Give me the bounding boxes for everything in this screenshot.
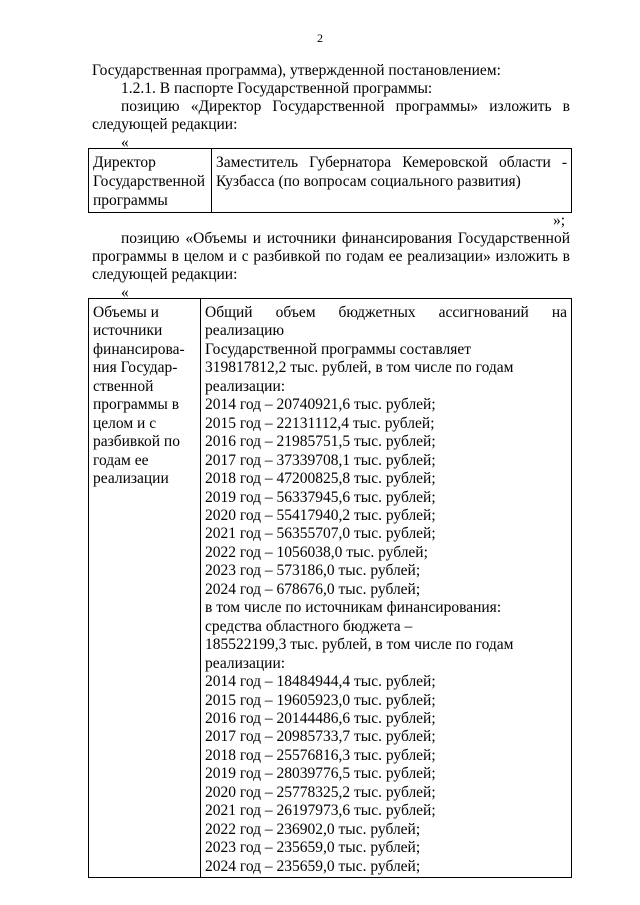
director-value-line: Кузбасса (по вопросам социального развития): [216, 173, 521, 190]
total-year-line: 2018 год – 47200825,8 тыс. рублей;: [205, 470, 436, 488]
regional-year-line: 2018 год – 25576816,3 тыс. рублей;: [205, 746, 436, 764]
director-value-line: Заместитель Губернатора Кемеровской области -: [216, 154, 567, 171]
middle-line-3: следующей редакции:: [92, 266, 238, 283]
funding-intro-line: реализации:: [205, 377, 286, 395]
total-year-line: 2023 год – 573186,0 тыс. рублей;: [205, 562, 421, 580]
regional-year-line: 2016 год – 20144486,6 тыс. рублей;: [205, 709, 436, 727]
funding-label-line: годам ее: [93, 451, 149, 469]
funding-label-line: программы в: [93, 396, 180, 414]
total-year-line: 2022 год – 1056038,0 тыс. рублей;: [205, 543, 428, 561]
regional-year-line: 2015 год – 19605923,0 тыс. рублей;: [205, 691, 436, 709]
funding-value-cell: [201, 299, 572, 878]
regional-year-line: 2021 год – 26197973,6 тыс. рублей;: [205, 802, 436, 820]
director-label-cell: [89, 149, 212, 213]
sources-line: 185522199,3 тыс. рублей, в том числе по годам: [205, 636, 514, 654]
middle-line-2: программы в целом и с разбивкой по годам ее реализации» изложить в: [92, 248, 570, 265]
total-year-line: 2021 год – 56355707,0 тыс. рублей;: [205, 525, 436, 543]
funding-label-line: источники: [93, 322, 163, 340]
funding-label-line: целом и с: [93, 414, 157, 432]
total-year-line: 2017 год – 37339708,1 тыс. рублей;: [205, 451, 436, 469]
open-quote-1: «: [121, 134, 129, 151]
funding-intro-line: Общий объем бюджетных ассигнований на реализацию: [205, 304, 567, 340]
intro-line-2: 1.2.1. В паспорте Государственной программы:: [121, 80, 433, 97]
sources-line: средства областного бюджета –: [205, 617, 413, 635]
intro-line-3: позицию «Директор Государственной программы» изложить в: [121, 98, 570, 115]
middle-line-1: позицию «Объемы и источники финансирования Государственной: [121, 230, 570, 247]
page-number: 2: [317, 31, 323, 45]
funding-intro-line: Государственной программы составляет: [205, 340, 472, 358]
funding-intro-line: 319817812,2 тыс. рублей, в том числе по годам: [205, 359, 514, 377]
sources-line: в том числе по источникам финансирования:: [205, 599, 502, 617]
regional-year-line: 2017 год – 20985733,7 тыс. рублей;: [205, 728, 436, 746]
funding-label-line: ния Государ-: [93, 359, 178, 377]
sources-line: реализации:: [205, 654, 286, 672]
regional-year-line: 2024 год – 235659,0 тыс. рублей;: [205, 857, 421, 875]
intro-line-1: Государственная программа), утвержденной постановлением:: [92, 62, 501, 79]
intro-line-4: следующей редакции:: [92, 116, 238, 133]
director-label-line: программы: [93, 192, 168, 209]
director-value-cell: [212, 149, 572, 213]
total-year-line: 2016 год – 21985751,5 тыс. рублей;: [205, 433, 436, 451]
director-table: [88, 148, 572, 213]
regional-year-line: 2014 год – 18484944,4 тыс. рублей;: [205, 673, 436, 691]
regional-year-line: 2019 год – 28039776,5 тыс. рублей;: [205, 765, 436, 783]
regional-year-line: 2022 год – 236902,0 тыс. рублей;: [205, 820, 421, 838]
funding-label-line: финансирова-: [93, 340, 185, 358]
director-label-line: Директор: [93, 154, 156, 171]
total-year-line: 2019 год – 56337945,6 тыс. рублей;: [205, 488, 436, 506]
funding-label-cell: [89, 299, 201, 878]
funding-label-line: Объемы и: [93, 304, 159, 321]
funding-label-line: разбивкой по: [93, 433, 180, 451]
regional-year-line: 2020 год – 25778325,2 тыс. рублей;: [205, 783, 436, 801]
total-year-line: 2015 год – 22131112,4 тыс. рублей;: [205, 414, 435, 432]
close-quote-1: »;: [553, 212, 566, 229]
funding-label-line: ственной: [93, 377, 154, 395]
total-year-line: 2024 год – 678676,0 тыс. рублей;: [205, 580, 421, 598]
open-quote-2: «: [121, 284, 129, 301]
funding-table: [88, 298, 572, 878]
total-year-line: 2014 год – 20740921,6 тыс. рублей;: [205, 396, 436, 414]
regional-year-line: 2023 год – 235659,0 тыс. рублей;: [205, 839, 421, 857]
director-label-line: Государственной: [93, 173, 206, 190]
funding-label-line: реализации: [93, 470, 169, 488]
total-year-line: 2020 год – 55417940,2 тыс. рублей;: [205, 506, 436, 524]
